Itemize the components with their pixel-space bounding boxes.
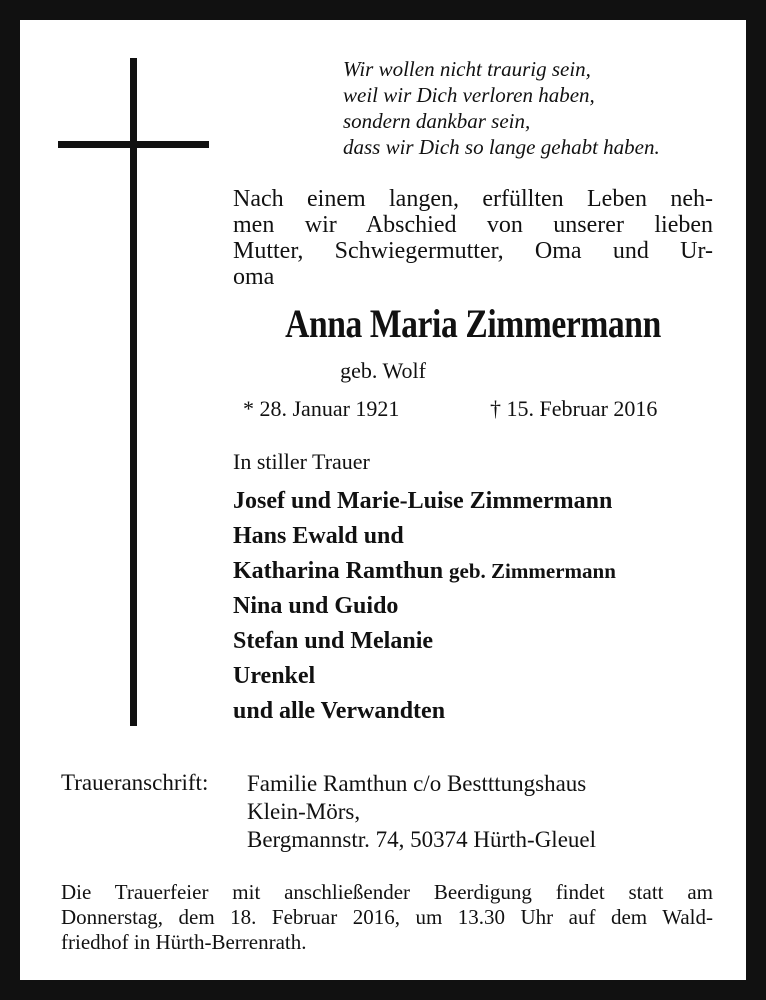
funeral-notice bbox=[61, 880, 713, 955]
poem-line: dass wir Dich so lange gehabt haben. bbox=[343, 135, 660, 159]
mourner-birth-name: geb. Zimmermann bbox=[449, 559, 616, 583]
mourner-line bbox=[233, 554, 616, 589]
poem-line: weil wir Dich verloren haben, bbox=[343, 83, 595, 107]
intro-line: Mutter, Schwiegermutter, Oma und Ur- bbox=[233, 238, 713, 264]
death-date: † 15. Februar 2016 bbox=[490, 396, 658, 421]
cross-vertical-bar bbox=[130, 58, 137, 726]
intro-line: oma bbox=[233, 264, 275, 290]
funeral-line: Die Trauerfeier mit anschließender Beerdigung findet statt am bbox=[61, 880, 713, 904]
intro-text bbox=[233, 186, 713, 290]
address-line: Klein-Mörs, bbox=[247, 799, 361, 824]
mourner-line: Hans Ewald und bbox=[233, 523, 404, 549]
mourner-line: und alle Verwandten bbox=[233, 698, 446, 724]
mourning-heading: In stiller Trauer bbox=[233, 449, 370, 474]
memorial-poem bbox=[343, 56, 723, 160]
address-line: Familie Ramthun c/o Bestttungshaus bbox=[247, 771, 587, 796]
mourner-name: Katharina Ramthun bbox=[233, 558, 444, 584]
intro-line: Nach einem langen, erfüllten Leben neh- bbox=[233, 186, 713, 212]
mourner-line: Josef und Marie-Luise Zimmermann bbox=[233, 488, 613, 514]
address-line: Bergmannstr. 74, 50374 Hürth-Gleuel bbox=[247, 827, 596, 852]
poem-line: Wir wollen nicht traurig sein, bbox=[343, 57, 591, 81]
birth-date: * 28. Januar 1921 bbox=[243, 396, 400, 421]
intro-line: men wir Abschied von unserer lieben bbox=[233, 212, 713, 238]
birth-name: geb. Wolf bbox=[340, 358, 426, 383]
cross-horizontal-bar bbox=[58, 141, 209, 148]
mourner-line: Urenkel bbox=[233, 663, 316, 689]
mourner-line: Nina und Guido bbox=[233, 593, 399, 619]
mourner-line: Stefan und Melanie bbox=[233, 628, 434, 654]
address-label: Traueranschrift: bbox=[61, 770, 209, 795]
deceased-name: Anna Maria Zimmermann bbox=[285, 301, 661, 346]
mourners-list bbox=[233, 484, 616, 729]
funeral-line: Donnerstag, dem 18. Februar 2016, um 13.30 Uhr auf dem Wald- bbox=[61, 905, 713, 929]
mourning-address bbox=[247, 770, 596, 854]
poem-line: sondern dankbar sein, bbox=[343, 109, 531, 133]
funeral-line: friedhof in Hürth-Berrenrath. bbox=[61, 930, 307, 954]
